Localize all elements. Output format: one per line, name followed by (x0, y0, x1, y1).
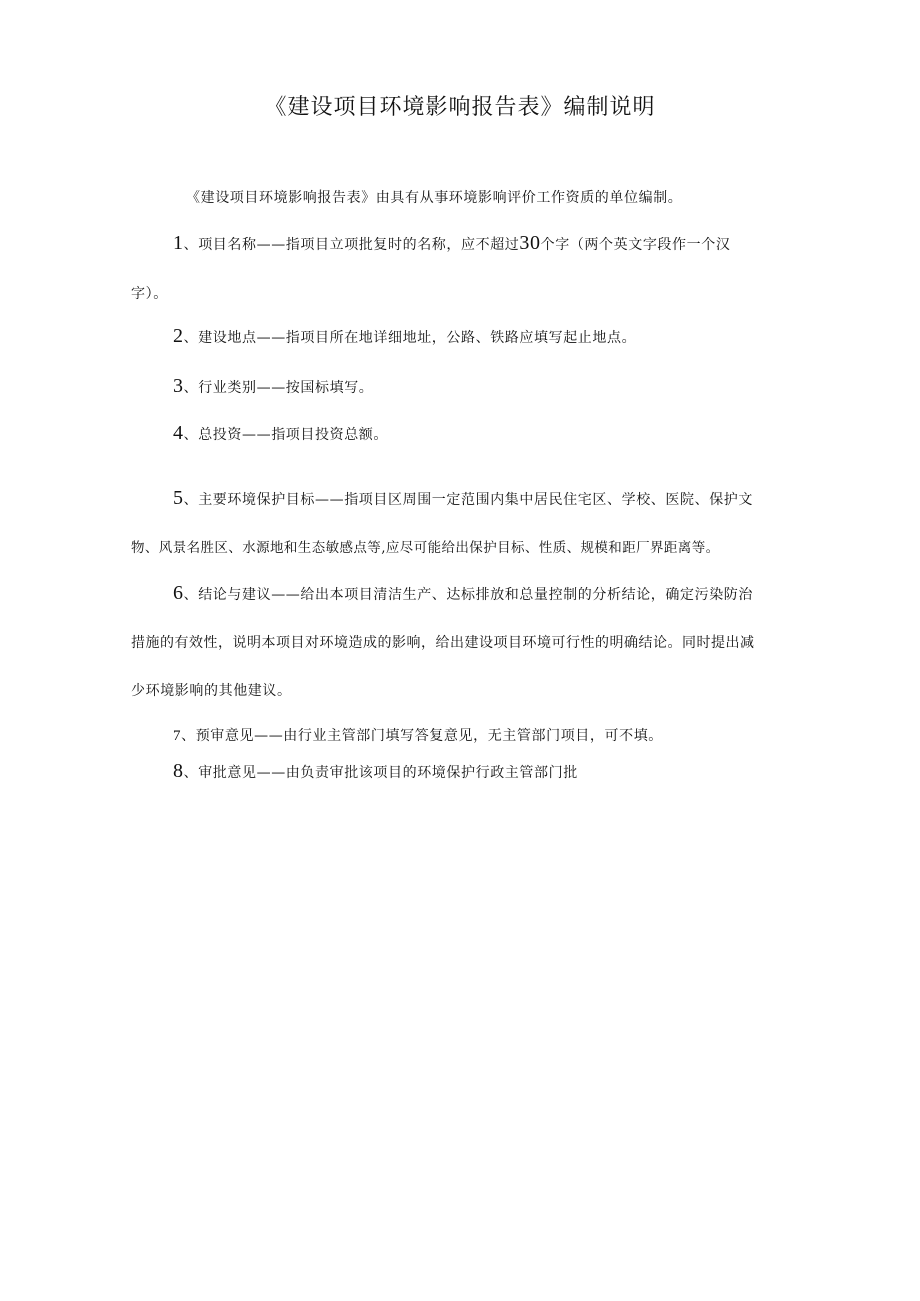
item-5-line-2: 物、风景名胜区、水源地和生态敏感点等,应尽可能给出保护目标、性质、规模和距厂界距离等。 (131, 540, 720, 556)
page-title: 《建设项目环境影响报告表》编制说明 (264, 95, 656, 120)
item-3-number: 3 (173, 375, 184, 397)
intro-paragraph: 《建设项目环境影响报告表》由具有从事环境影响评价工作资质的单位编制。 (186, 190, 683, 206)
item-8-number: 8 (173, 760, 184, 782)
item-6-line-3: 少环境影响的其他建议。 (131, 683, 292, 699)
item-4-text: 、总投资——指项目投资总额。 (183, 427, 389, 443)
item-5-text: 、主要环境保护目标——指项目区周围一定范围内集中居民住宅区、学校、医院、保护文 (183, 492, 754, 508)
item-8-text: 、审批意见——由负责审批该项目的环境保护行政主管部门批 (183, 765, 578, 781)
item-1-text-a: 、项目名称——指项目立项批复时的名称，应不超过 (183, 237, 520, 253)
item-4 (173, 422, 388, 445)
item-1-line-2: 字）。 (131, 286, 168, 302)
item-3-text: 、行业类别——按国标填写。 (183, 380, 374, 396)
item-5-line-1 (173, 487, 753, 510)
item-6-number: 6 (173, 582, 184, 604)
item-6-line-2: 措施的有效性，说明本项目对环境造成的影响，给出建设项目环境可行性的明确结论。同时提出减 (131, 635, 755, 651)
item-8 (173, 760, 578, 783)
item-2-number: 2 (173, 325, 184, 347)
item-6-text: 、结论与建议——给出本项目清洁生产、达标排放和总量控制的分析结论，确定污染防治 (183, 587, 754, 603)
item-2-text: 、建设地点——指项目所在地详细地址，公路、铁路应填写起止地点。 (183, 330, 637, 346)
item-5-number: 5 (173, 487, 184, 509)
item-4-number: 4 (173, 422, 184, 444)
item-6-line-1 (173, 582, 753, 605)
item-1-line-1 (173, 232, 730, 255)
item-7-text: 、预审意见——由行业主管部门填写答复意见，无主管部门项目，可不填。 (181, 728, 663, 744)
item-1-number: 1 (173, 232, 184, 254)
item-7 (173, 725, 663, 745)
item-1-text-b: 个字（两个英文字段作一个汉 (540, 237, 731, 253)
item-1-inline-number: 30 (519, 232, 541, 254)
item-7-number: 7 (173, 728, 182, 744)
item-2 (173, 325, 636, 348)
item-3 (173, 375, 373, 398)
